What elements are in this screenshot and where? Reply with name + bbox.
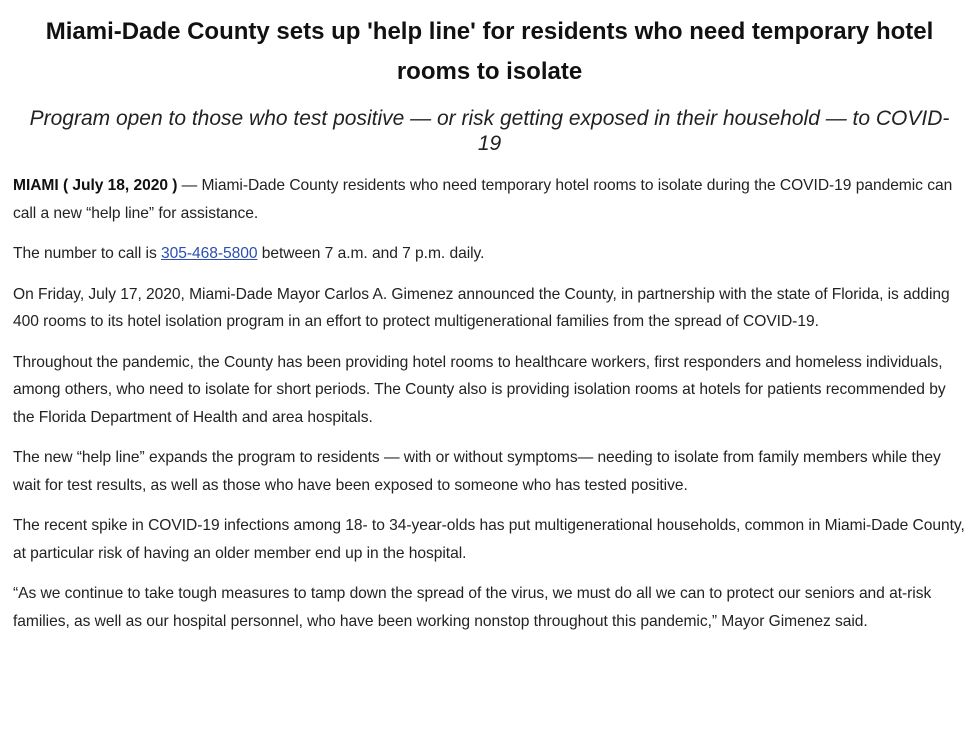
dateline: MIAMI ( July 18, 2020 ) — [13, 177, 178, 194]
subheadline: Program open to those who test positive — or risk getting exposed in their household — to COVID-19 — [29, 107, 950, 155]
paragraph-announcement: On Friday, July 17, 2020, Miami-Dade Mayor Carlos A. Gimenez announced the County, in partnership with the state of Florida, is adding 400 rooms to its hotel isolation program in an effort to protect multigenerational families from the spread of COVID-19. — [13, 285, 950, 330]
paragraph-risk: The recent spike in COVID-19 infections among 18- to 34-year-olds has put multigenerational households, common in Miami-Dade County, at particular risk of having an older member end up in the hospital. — [13, 517, 965, 562]
paragraph-quote: “As we continue to take tough measures to tamp down the spread of the virus, we must do all we can to protect our seniors and at-risk families, as well as our hospital personnel, who have been working nonstop throughout this pandemic,” Mayor Gimenez said. — [13, 585, 932, 630]
phone-number-link[interactable]: 305-468-5800 — [160, 245, 258, 262]
article-body — [13, 172, 966, 635]
paragraph-expansion: The new “help line” expands the program to residents — with or without symptoms— needing to isolate from family members while they wait for test results, as well as those who have been exposed to someone who has tested positive. — [13, 449, 941, 494]
headline: Miami-Dade County sets up 'help line' for residents who need temporary hotel rooms to isolate — [45, 18, 934, 85]
phone-text-after: between 7 a.m. and 7 p.m. daily. — [257, 245, 485, 262]
paragraph-background: Throughout the pandemic, the County has been providing hotel rooms to healthcare workers, first responders and homeless individuals, among others, who need to isolate for short periods. The County also is providing isolation rooms at hotels for patients recommended by the Florida Department of Health and area hospitals. — [13, 353, 946, 426]
intro-text: — Miami-Dade County residents who need temporary hotel rooms to isolate during the COVID-19 pandemic can call a new “help line” for assistance. — [13, 177, 953, 222]
paragraph-phone — [13, 240, 966, 268]
paragraph-intro — [13, 172, 966, 227]
phone-text-before: The number to call is — [13, 245, 161, 262]
